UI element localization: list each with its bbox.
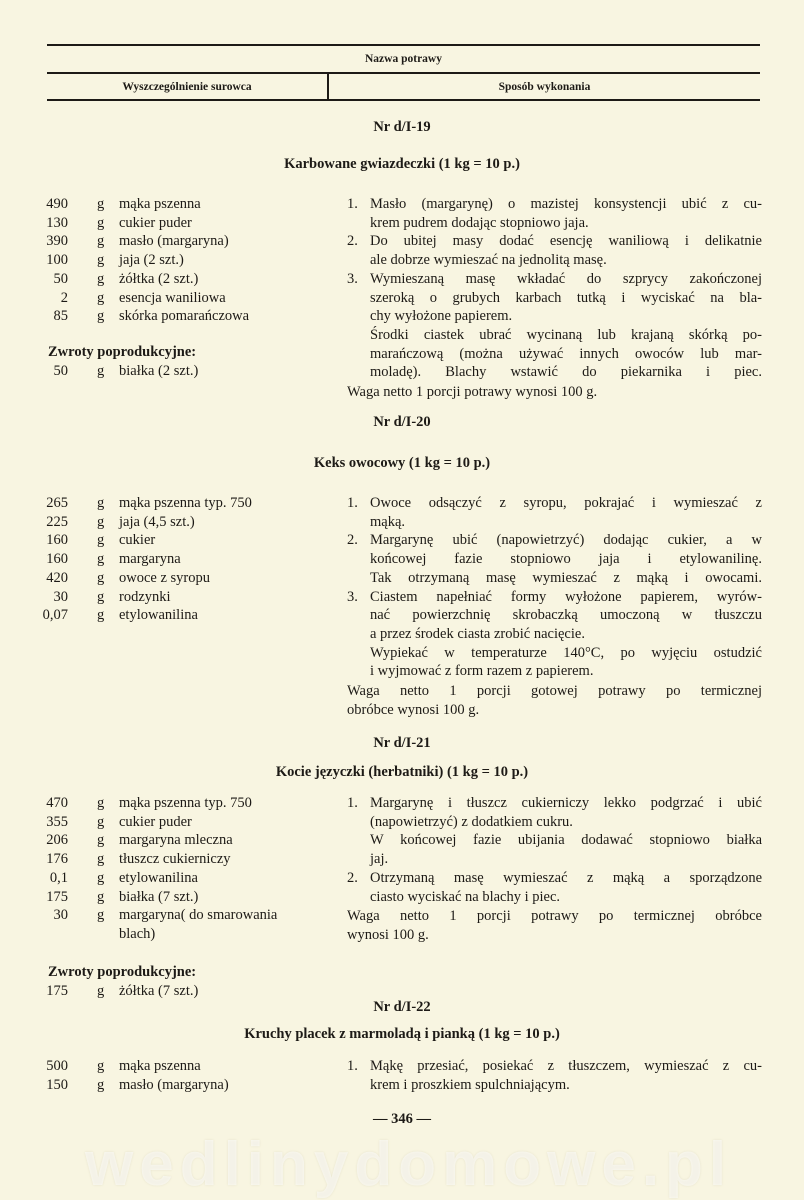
ingredient-row — [0, 569, 330, 588]
step-text-line: szeroką o grubych karbach tutką i wyciskać na bla- — [370, 289, 762, 306]
ingredient-unit: g — [97, 252, 105, 269]
step-number: 2. — [347, 532, 358, 549]
returns-label: Zwroty poprodukcyjne: — [48, 344, 197, 360]
method-column-header: Sposób wykonania — [498, 81, 591, 93]
recipe-title: Keks owocowy (1 kg = 10 p.) — [313, 455, 491, 471]
ingredient-row — [0, 588, 330, 607]
ingredient-unit: g — [97, 813, 105, 830]
ingredient-row — [0, 869, 330, 888]
ingredient-row — [0, 606, 330, 625]
ingredient-row — [0, 794, 330, 813]
recipe-number: Nr d/I-22 — [373, 999, 431, 1015]
step-text-line: Margarynę ubić (napowietrzyć) dodając cukier, a w — [370, 532, 762, 549]
ingredient-row — [0, 982, 330, 1001]
ingredient-unit: g — [97, 233, 105, 250]
ingredient-quantity: 490 — [46, 196, 68, 212]
ingredient-unit: g — [97, 270, 105, 287]
step-text-line: Ciastem napełniać formy wyłożone papierem, wyrów- — [370, 588, 762, 605]
step-text-line: ale dobrze wymieszać na jednolitą masę. — [370, 252, 607, 269]
step-text-line: (napowietrzyć) z dodatkiem cukru. — [370, 813, 573, 830]
step-text-line: Środki ciastek ubrać wycinaną lub krajaną skórką po- — [370, 326, 762, 343]
ingredient-unit: g — [97, 196, 105, 212]
step-number: 2. — [347, 233, 358, 250]
step-number: 2. — [347, 869, 358, 886]
ingredient-name-continuation: blach) — [119, 925, 156, 942]
watermark: wedlinydomowe.pl — [85, 1130, 733, 1199]
ingredient-name: cukier — [119, 532, 156, 549]
page-number: — 346 — — [373, 1111, 431, 1127]
ingredient-row — [0, 307, 330, 326]
ingredient-name: skórka pomarańczowa — [119, 308, 250, 325]
step-text-line: ciasto wyciskać na blachy i piec. — [370, 888, 561, 905]
step-number: 1. — [347, 795, 358, 811]
ingredient-quantity: 500 — [46, 1058, 68, 1074]
ingredient-quantity: 265 — [46, 495, 68, 511]
ingredient-quantity: 470 — [46, 795, 68, 811]
ingredient-row — [0, 494, 330, 513]
ingredient-name: mąka pszenna — [119, 1058, 201, 1074]
step-text-line: a przez środek ciasta zrobić nacięcie. — [370, 625, 585, 642]
portion-weight-line: Waga netto 1 porcji gotowej potrawy po termicznej — [347, 683, 762, 699]
ingredient-name: masło (margaryna) — [119, 1076, 229, 1093]
ingredient-name: żółtka (7 szt.) — [119, 982, 199, 999]
ingredient-unit: g — [97, 907, 105, 924]
top-rule — [47, 44, 760, 46]
ingredient-name: jaja (4,5 szt.) — [119, 513, 195, 530]
ingredient-unit: g — [97, 308, 105, 325]
ingredient-row — [0, 289, 330, 308]
recipe-title: Karbowane gwiazdeczki (1 kg = 10 p.) — [284, 156, 520, 172]
ingredient-unit: g — [97, 795, 105, 811]
ingredient-name: margaryna — [119, 551, 181, 568]
ingredient-row — [0, 195, 330, 214]
ingredient-quantity: 50 — [53, 362, 68, 379]
recipe-title: Kocie języczki (herbatniki) (1 kg = 10 p.) — [275, 764, 529, 780]
ingredient-name: mąka pszenna typ. 750 — [119, 795, 252, 811]
step-text-line: chy wyłożone papierem. — [370, 308, 513, 325]
ingredient-row — [0, 232, 330, 251]
ingredient-name: rodzynki — [119, 588, 171, 605]
step-text-line: mąką. — [370, 513, 406, 530]
ingredient-row — [0, 513, 330, 532]
step-text-line: końcowej fazie stopniowo jaja i etylowanilinę. — [370, 551, 762, 568]
ingredient-name: jaja (2 szt.) — [119, 252, 184, 269]
ingredient-row — [0, 270, 330, 289]
ingredient-row — [0, 214, 330, 233]
ingredient-row — [0, 831, 330, 850]
ingredient-name: margaryna( do smarowania — [119, 907, 278, 924]
ingredient-name: owoce z syropu — [119, 569, 211, 586]
ingredient-unit: g — [97, 495, 105, 511]
ingredient-unit: g — [97, 214, 105, 231]
header-rule — [47, 72, 760, 74]
ingredient-name: mąka pszenna — [119, 196, 201, 212]
ingredient-row — [0, 906, 330, 925]
step-text-line: marańczową (można używać innych owoców lub mar- — [370, 345, 762, 362]
ingredient-quantity: 100 — [46, 252, 68, 269]
recipe-title: Kruchy placek z marmoladą i pianką (1 kg = 10 p.) — [244, 1026, 560, 1042]
ingredient-name: tłuszcz cukierniczy — [119, 851, 231, 868]
ingredient-unit: g — [97, 851, 105, 868]
ingredient-quantity: 160 — [46, 532, 68, 549]
step-text-line: Margarynę i tłuszcz cukierniczy lekko podgrzać i ubić — [370, 795, 762, 811]
step-text-line: krem pudrem dodając stopniowo jaja. — [370, 214, 589, 231]
step-number: 3. — [347, 270, 358, 287]
ingredient-name: etylowanilina — [119, 869, 198, 886]
ingredient-quantity: 0,1 — [49, 869, 68, 886]
ingredient-row — [0, 888, 330, 907]
step-text-line: nać powierzchnię skrobaczką umoczoną w tłuszczu — [370, 607, 762, 624]
step-text-line: Mąkę przesiać, posiekać z tłuszczem, wymieszać z cu- — [370, 1058, 762, 1074]
ingredient-quantity: 175 — [46, 982, 68, 999]
step-text-line: jaj. — [370, 851, 389, 868]
recipe-number: Nr d/I-19 — [373, 119, 431, 135]
ingredient-name: białka (7 szt.) — [119, 888, 199, 905]
ingredient-name: mąka pszenna typ. 750 — [119, 495, 252, 511]
ingredient-quantity: 30 — [53, 588, 68, 605]
step-text-line: i wyjmować z form razem z papierem. — [370, 663, 594, 680]
step-text-line: Tak otrzymaną masę wymieszać z mąką i owocami. — [370, 569, 762, 586]
ingredient-row — [0, 1057, 330, 1076]
ingredient-unit: g — [97, 1076, 105, 1093]
step-text-line: Wymieszaną masę wkładać do szprycy zakończonej — [370, 270, 762, 287]
ingredient-unit: g — [97, 569, 105, 586]
ingredient-row — [0, 550, 330, 569]
ingredient-unit: g — [97, 832, 105, 849]
ingredients-column-header: Wyszczególnienie surowca — [122, 81, 252, 93]
step-number: 1. — [347, 1058, 358, 1074]
ingredient-unit: g — [97, 869, 105, 886]
ingredient-unit: g — [97, 982, 105, 999]
ingredient-quantity: 0,07 — [42, 607, 68, 624]
step-text-line: Otrzymaną masę wymieszać z mąką a sporządzone — [370, 869, 762, 886]
ingredient-quantity: 150 — [46, 1076, 68, 1093]
ingredient-quantity: 420 — [46, 569, 68, 586]
step-number: 1. — [347, 196, 358, 212]
ingredient-unit: g — [97, 532, 105, 549]
header-bottom-rule — [47, 99, 760, 101]
step-text-line: krem i proszkiem spulchniającym. — [370, 1076, 570, 1093]
recipe-number: Nr d/I-21 — [373, 735, 431, 751]
ingredient-quantity: 50 — [53, 270, 68, 287]
step-number: 3. — [347, 588, 358, 605]
ingredient-unit: g — [97, 513, 105, 530]
ingredient-name: cukier puder — [119, 214, 192, 231]
ingredient-name: żółtka (2 szt.) — [119, 270, 199, 287]
recipe-number: Nr d/I-20 — [373, 414, 431, 430]
step-text-line: Wypiekać w temperaturze 140°C, po wyjęciu ostudzić — [370, 644, 762, 661]
portion-weight-line: Waga netto 1 porcji potrawy wynosi 100 g. — [347, 384, 598, 400]
ingredient-quantity: 175 — [46, 888, 68, 905]
step-text-line: Owoce odsączyć z syropu, pokrajać i wymieszać z — [370, 495, 762, 511]
ingredient-unit: g — [97, 289, 105, 306]
ingredient-unit: g — [97, 1058, 105, 1074]
portion-weight-line: wynosi 100 g. — [347, 926, 429, 943]
ingredient-row — [0, 850, 330, 869]
ingredient-unit: g — [97, 588, 105, 605]
step-text-line: Do ubitej masy dodać esencję waniliową i delikatnie — [370, 233, 762, 250]
ingredient-name: margaryna mleczna — [119, 832, 233, 849]
portion-weight-line: obróbce wynosi 100 g. — [347, 701, 480, 718]
ingredient-name: białka (2 szt.) — [119, 362, 199, 379]
ingredient-quantity: 176 — [46, 851, 68, 868]
ingredient-unit: g — [97, 607, 105, 624]
ingredient-row — [0, 251, 330, 270]
step-number: 1. — [347, 495, 358, 511]
ingredient-name: masło (margaryna) — [119, 233, 229, 250]
dish-name-header: Nazwa potrawy — [365, 53, 442, 65]
ingredient-quantity: 2 — [60, 289, 68, 306]
ingredient-quantity: 355 — [46, 813, 68, 830]
step-text-line: W końcowej fazie ubijania dodawać stopniowo białka — [370, 832, 762, 849]
ingredient-unit: g — [97, 888, 105, 905]
ingredient-quantity: 390 — [46, 233, 68, 250]
ingredient-quantity: 85 — [53, 308, 68, 325]
ingredient-row-continuation — [0, 925, 330, 944]
ingredient-quantity: 160 — [46, 551, 68, 568]
returns-label: Zwroty poprodukcyjne: — [48, 964, 197, 980]
step-text-line: Masło (margarynę) o mazistej konsystencji ubić z cu- — [370, 196, 762, 212]
ingredient-name: esencja waniliowa — [119, 289, 226, 306]
portion-weight-line: Waga netto 1 porcji potrawy po termicznej obróbce — [347, 908, 762, 925]
step-text-line: moladę). Blachy wstawić do piekarnika i piec. — [370, 364, 762, 381]
ingredient-name: cukier puder — [119, 813, 192, 830]
ingredient-quantity: 130 — [46, 214, 68, 231]
ingredient-unit: g — [97, 551, 105, 568]
ingredient-quantity: 206 — [46, 832, 68, 849]
ingredient-name: etylowanilina — [119, 607, 198, 624]
ingredient-unit: g — [97, 362, 105, 379]
ingredient-quantity: 225 — [46, 513, 68, 530]
ingredient-row — [0, 531, 330, 550]
ingredient-row — [0, 813, 330, 832]
ingredient-row — [0, 1076, 330, 1095]
ingredient-row — [0, 362, 330, 381]
ingredient-quantity: 30 — [53, 907, 68, 924]
